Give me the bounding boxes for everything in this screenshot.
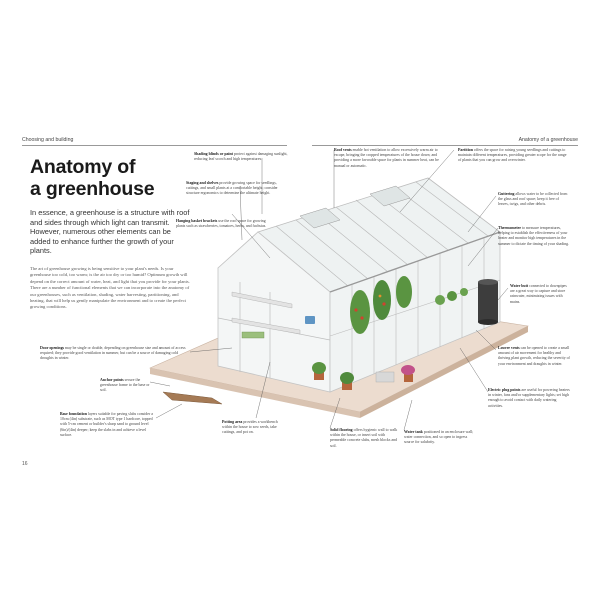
annotation-hanging-head: Hanging basket brackets <box>176 219 219 223</box>
seed-tray <box>242 332 264 338</box>
annotation-roof-vents <box>334 148 440 169</box>
annotation-shading-head: Shading blinds or paint <box>194 152 234 156</box>
annotation-guttering-text: allows water to be collected from the glass and roof space; keep it free of leaves, twigs, and other debris. <box>498 192 568 207</box>
annotation-solid-flooring-text: offers hygienic wall to walk within the house, or insert soil with permeable concrete slabs, mesh blocks and soil. <box>330 428 398 448</box>
annotation-louvre-vents <box>498 346 572 367</box>
annotation-solid-flooring <box>330 428 398 449</box>
annotation-water-butt-text: connected to downpipes are a great way to capture and store rainwater, minimizing issues with mains. <box>510 284 567 304</box>
annotation-electric-head: Electric plug points <box>488 388 522 392</box>
annotation-door-openings-head: Door openings <box>40 346 66 350</box>
page-number: 16 <box>22 461 28 467</box>
annotation-anchor <box>100 378 150 394</box>
door-paving <box>163 392 222 404</box>
annotation-staging-text: provide growing space for seedlings, cuttings, and small plants at a comfortable height; consider structure ergonomics to determine the ultimate height. <box>186 181 278 196</box>
annotation-staging-head: Staging and shelves <box>186 181 220 185</box>
water-can <box>305 316 315 324</box>
annotation-electric <box>488 388 572 409</box>
water-butt <box>478 279 498 325</box>
annotation-foundation <box>60 412 156 438</box>
annotation-hanging <box>176 219 268 229</box>
intro-paragraph: In essence, a greenhouse is a structure with roof and sides through which light can transmit. However, numerous other elements can be added to enhance further the growth of your plants. <box>30 208 190 256</box>
annotation-foundation-text: layers suitable for paving slabs consider a 10cm (4in) substrate, such as MOT type 1 hardcore, topped with 5-cm cement or builder's sharp sand to ground level (6in)/(4in) deeper; keep the slabs in and achieve a level surface. <box>60 412 153 437</box>
annotation-thermometer-text: to measure temperatures, helping to establish the effectiveness of your heater and monitor high temperatures in the summer to dictate the timing of your shading. <box>498 226 570 246</box>
annotation-roof-vents-text: enable hot ventilation to allow excessively warm air to escape, bringing the cropped temperatures of the house down; and providing a more favorable space for plants in summer heat, can be manual or automatic. <box>334 148 439 168</box>
annotation-potting-head: Potting area <box>222 420 244 424</box>
corner-planter <box>376 372 394 382</box>
annotation-shading-text: protect against damaging sunlight, reducing leaf scorch and high temperatures. <box>194 152 288 162</box>
annotation-shading <box>194 152 298 162</box>
running-header-left: Choosing and building <box>22 137 74 143</box>
annotation-foundation-head: Base foundation <box>60 412 88 416</box>
annotation-guttering <box>498 192 570 208</box>
annotation-water-butt-head: Water butt <box>510 284 530 288</box>
annotation-electric-text: are useful for powering heaters in winter, fans and/or supplementary lights; set high enough to avoid contact with daily watering activities. <box>488 388 570 408</box>
annotation-solid-flooring-head: Solid flooring <box>330 428 354 432</box>
annotation-louvre-vents-head: Louvre vents <box>498 346 521 350</box>
annotation-roof-vents-head: Roof vents <box>334 148 353 152</box>
annotation-water-tank <box>404 430 474 446</box>
annotation-partition <box>458 148 568 164</box>
annotation-staging <box>186 181 278 197</box>
annotation-potting <box>222 420 288 436</box>
running-header-right: Anatomy of a greenhouse <box>518 137 578 143</box>
page-title-line-2: a greenhouse <box>30 178 155 200</box>
annotation-partition-text: offers the space for raising young seedlings and cuttings to maintain different temperatures, providing greater scope for the range of plants that you can grow and overwinter. <box>458 148 567 163</box>
annotation-door-openings-text: may be single or double, depending on greenhouse size and amount of access required; they provide good ventilation in summer, but can be a source of damaging cold droughts in winter. <box>40 346 186 361</box>
page-title-line-1: Anatomy of <box>30 156 136 178</box>
annotation-anchor-head: Anchor points <box>100 378 125 382</box>
annotation-guttering-head: Guttering <box>498 192 516 196</box>
annotation-potting-text: provides a workbench within the house to sow seeds, take cuttings, and pot on. <box>222 420 278 435</box>
annotation-thermometer <box>498 226 572 247</box>
annotation-hanging-text: use the roof space for growing plants such as strawberries, tomatoes, herbs, and fuchsias. <box>176 219 267 229</box>
body-paragraph: The art of greenhouse growing is being sensitive to your plant's needs. Is your greenhouse too cold, too warm; is the air too dry or too humid? Optimum growth will depend on the correct amount of water, heat, and light that you provide for your plants. There are a number of functional elements that we can incorporate into the anatomy of our greenhouses, such as ventilation, shading, water harvesting, partitioning, and heating, that will help us gently manipulate the environment and to create the perfect growing conditions. <box>30 266 190 310</box>
annotation-water-butt <box>510 284 572 305</box>
annotation-door-openings <box>40 346 188 362</box>
annotation-water-tank-head: Water tank <box>404 430 424 434</box>
annotation-water-tank-text: positioned in an enclosure wall; water connection, and so open to ingress source for salubrity. <box>404 430 474 445</box>
annotation-anchor-text: secure the greenhouse frame to the base or soil. <box>100 378 150 393</box>
annotation-partition-head: Partition <box>458 148 474 152</box>
annotation-thermometer-head: Thermometer <box>498 226 523 230</box>
annotation-louvre-vents-text: can be opened to create a small amount of air movement for healthy and thriving plant growth, reducing the severity of your environment and draughts in winter. <box>498 346 570 366</box>
